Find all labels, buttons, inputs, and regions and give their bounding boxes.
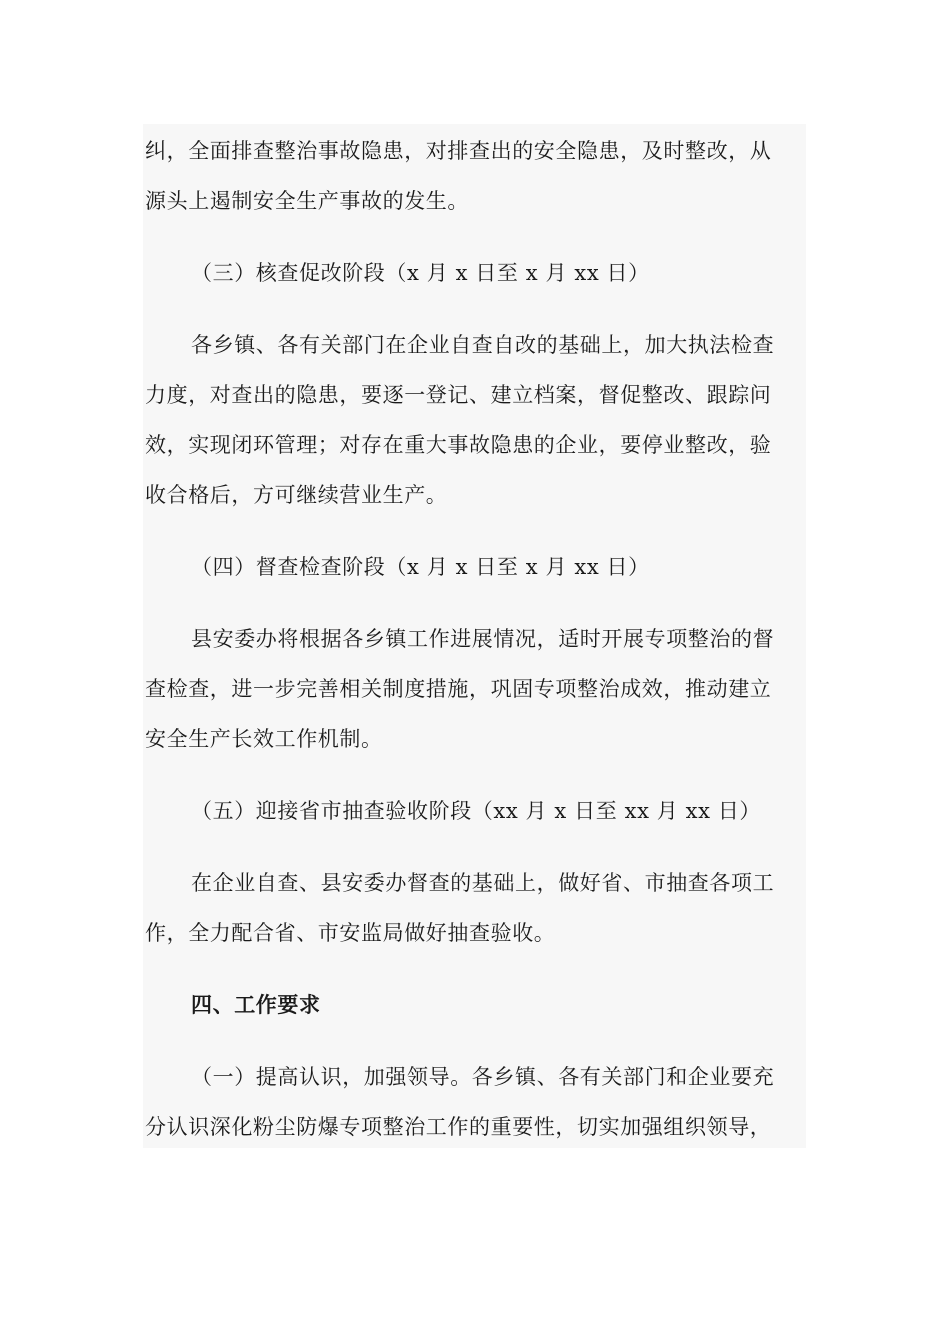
section-heading-4: （四）督查检查阶段（x 月 x 日至 x 月 xx 日） [191,555,650,579]
body-text-line: 在企业自查、县安委办督查的基础上，做好省、市抽查各项工 [191,871,775,895]
body-text-line: （一）提高认识，加强领导。各乡镇、各有关部门和企业要充 [191,1065,775,1089]
section-heading-5: （五）迎接省市抽查验收阶段（xx 月 x 日至 xx 月 xx 日） [191,799,762,823]
body-text-line: 作，全力配合省、市安监局做好抽查验收。 [145,921,556,945]
body-text-line: 安全生产长效工作机制。 [145,727,383,751]
chapter-heading-work-requirements: 四、工作要求 [191,992,321,1017]
body-text-line: 力度，对查出的隐患，要逐一登记、建立档案，督促整改、跟踪问 [145,383,772,407]
body-text-line: 效，实现闭环管理；对存在重大事故隐患的企业，要停业整改，验 [145,433,772,457]
section-heading-3: （三）核查促改阶段（x 月 x 日至 x 月 xx 日） [191,261,650,285]
body-text-line: 分认识深化粉尘防爆专项整治工作的重要性，切实加强组织领导， [145,1115,772,1139]
body-text-line: 源头上遏制安全生产事故的发生。 [145,189,469,213]
body-text-line: 各乡镇、各有关部门在企业自查自改的基础上，加大执法检查 [191,333,775,357]
body-text-line: 纠，全面排查整治事故隐患，对排查出的安全隐患，及时整改，从 [145,139,772,163]
body-text-line: 查检查，进一步完善相关制度措施，巩固专项整治成效，推动建立 [145,677,772,701]
body-text-line: 县安委办将根据各乡镇工作进展情况，适时开展专项整治的督 [191,627,775,651]
body-text-line: 收合格后，方可继续营业生产。 [145,483,448,507]
